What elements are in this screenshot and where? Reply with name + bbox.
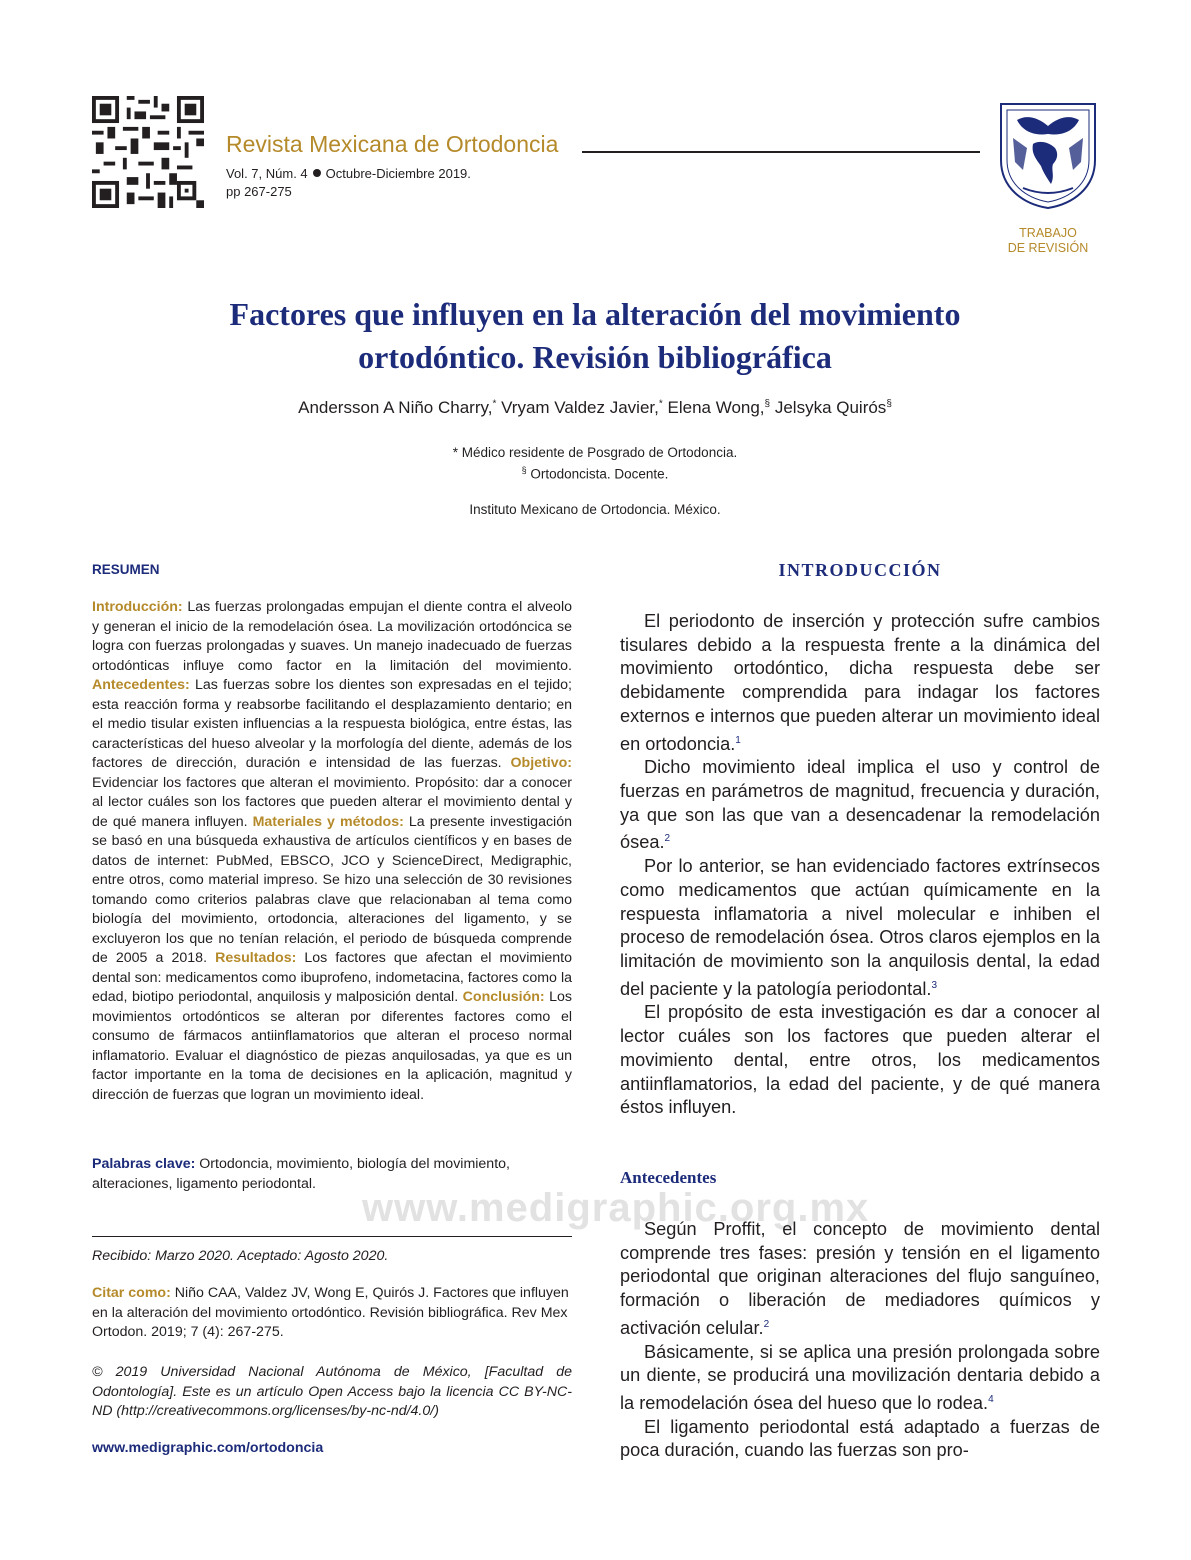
abstract-body — [92, 598, 572, 1105]
bullet-icon — [313, 169, 321, 177]
materiales-label: Materiales y métodos: — [252, 813, 404, 830]
author-2: Vryam Valdez Javier, — [496, 398, 659, 417]
affiliation-2-text: Ortodoncista. Docente. — [526, 466, 669, 482]
resultados-text: Los factores que afectan el movimiento dental son: medicamentos como ibuprofeno, indometacina, factores como la edad, biotipo periodontal, anquilosis y malposición dental. — [92, 950, 572, 1005]
copyright-notice: © 2019 Universidad Nacional Autónoma de México, [Facultad de Odontología]. Este es un artículo Open Access bajo la licencia CC BY-NC-ND (http://creativecommons.org/licenses/by-nc-nd/4.0/) — [92, 1364, 572, 1419]
introduction-heading: INTRODUCCIÓN — [778, 560, 942, 580]
unam-seal-icon — [993, 98, 1103, 210]
keywords-text: Ortodoncia, movimiento, biología del movimiento, alteraciones, ligamento periodontal. — [92, 1156, 510, 1192]
conclusion-label: Conclusión: — [462, 989, 545, 1005]
paragraph — [620, 855, 1100, 1001]
author-2-mark: * — [658, 398, 663, 410]
paragraph — [620, 1416, 1100, 1463]
affiliation-2-mark: § — [521, 465, 527, 475]
reference-link[interactable]: 3 — [931, 979, 937, 991]
objetivo-text: Evidenciar los factores que alteran el movimiento. Propósito: dar a conocer al lector cuáles son los factores que pueden alterar el movimiento dental y de qué manera influyen. — [92, 774, 572, 830]
divider — [92, 1236, 572, 1237]
page-range: pp 267-275 — [226, 184, 292, 199]
cite-text: Niño CAA, Valdez JV, Wong E, Quirós J. Factores que influyen en la alteración del movimiento ortodóntico. Revisión bibliográfica. Rev Mex Ortodon. 2019; 7 (4): 267-275. — [92, 1285, 569, 1340]
author-3-mark: § — [764, 398, 771, 410]
antecedentes-heading: Antecedentes — [620, 1168, 717, 1187]
paragraph — [620, 756, 1100, 855]
author-4: Jelsyka Quirós — [770, 398, 887, 417]
author-list — [100, 398, 1090, 418]
abstract-heading: RESUMEN — [92, 562, 160, 577]
paragraph — [620, 1218, 1100, 1341]
title-line2: ortodóntico. Revisión bibliográfica — [358, 339, 832, 375]
antecedentes-label: Antecedentes: — [92, 677, 190, 693]
affiliation-2 — [100, 465, 1090, 482]
institute: Instituto Mexicano de Ortodoncia. México. — [469, 502, 721, 517]
journal-name: Revista Mexicana de Ortodoncia — [226, 131, 559, 157]
volume-line — [226, 166, 471, 181]
cite-label: Citar como: — [92, 1285, 171, 1301]
reference-link[interactable]: 2 — [763, 1318, 770, 1330]
author-1-mark: * — [492, 398, 497, 410]
article-title — [100, 293, 1090, 379]
intro-label: Introducción: — [92, 599, 183, 615]
reference-link[interactable]: 1 — [735, 734, 741, 746]
article-type — [990, 226, 1106, 256]
volume: Vol. 7, Núm. 4 — [226, 166, 308, 181]
intro-text: Las fuerzas prolongadas empujan el diente contra el alveolo y generan el inicio de la remodelación ósea. La movilización ortodóncica se logra con fuerzas prolongadas y suaves. Un manejo inadecuado de fuerzas ortodónticas influye como factor en la limitación del movimiento. — [92, 599, 572, 674]
author-1: Andersson A Niño Charry, — [298, 398, 493, 417]
paragraph-text: El propósito de esta investigación es dar a conocer al lector cuáles son los factores que pueden alterar el movimiento dental, entre otros, los medicamentos antiinflamatorios, la edad del paciente, y de qué manera éstos influyen. — [620, 1002, 1100, 1118]
antecedentes-text: Las fuerzas sobre los dientes son expresadas en el tejido; esta reacción forma y reabsorbe facilitando el desplazamiento dentario; en el medio tisular existen influencias a la respuesta biológica, entre éstas, las características del hueso alveolar y la morfología del diente, además de los factores de dirección, duración e intensidad de las fuerzas. — [92, 677, 572, 771]
paragraph-text: Por lo anterior, se han evidenciado factores extrínsecos como medicamentos que actúan químicamente en la respuesta inflamatoria a nivel molecular e inhiben el proceso de remodelación ósea. Otros claros ejemplos en la limitación de movimiento son la anquilosis dental, la edad del paciente y la patología periodontal. — [620, 856, 1100, 999]
introduction-body — [620, 610, 1100, 1120]
journal-website-link[interactable]: www.medigraphic.com/ortodoncia — [92, 1440, 324, 1456]
reference-link[interactable]: 2 — [664, 833, 671, 845]
paragraph-text: El periodonto de inserción y protección sufre cambios tisulares debido a la respuesta frente a la dinámica del movimiento ortodóntico, dicha respuesta debe ser debidamente comprendida para indagar los factores externos e internos que pueden alterar un movimiento ideal en ortodoncia. — [620, 611, 1100, 754]
title-line1: Factores que influyen en la alteración del movimiento — [229, 296, 961, 332]
paragraph-text: Según Proffit, el concepto de movimiento dental comprende tres fases: presión y tensión en el ligamento periodontal que originan alteraciones del flujo sanguíneo, formación o liberación de mediadores químicos y activación celular. — [620, 1219, 1100, 1338]
article-type-line1: TRABAJO — [1019, 226, 1077, 240]
reference-link[interactable]: 4 — [988, 1393, 994, 1405]
keywords-label: Palabras clave: — [92, 1156, 196, 1172]
paragraph-text: El ligamento periodontal está adaptado a fuerzas de poca duración, cuando las fuerzas son pro- — [620, 1416, 1100, 1461]
paragraph-text: Dicho movimiento ideal implica el uso y control de fuerzas en parámetros de magnitud, frecuencia y duración, ya que son las que van a desencadenar la remodelación ósea. — [620, 757, 1100, 853]
watermark: www.medigraphic.org.mx — [362, 1186, 870, 1230]
article-type-line2: DE REVISIÓN — [1007, 241, 1089, 255]
materiales-text: La presente investigación se basó en una búsqueda exhaustiva de artículos científicos y en bases de datos de internet: PubMed, EBSCO, JCO y ScienceDirect, Medigraphic, entre otros, como material impreso. Se hizo una selección de 30 revisiones tomando como criterios palabras clave que relacionaban al tema como biología del movimiento, ortodoncia, alteraciones del ligamento, y se excluyeron los que no tenían relación, el periodo de búsqueda comprende de 2005 a 2018. — [92, 813, 572, 966]
paragraph — [620, 1341, 1100, 1416]
resultados-label: Resultados: — [215, 950, 297, 966]
paragraph — [620, 1001, 1100, 1120]
qr-code-icon — [92, 96, 204, 208]
citation — [92, 1284, 572, 1343]
affiliation-1: * Médico residente de Posgrado de Ortodoncia. — [452, 445, 738, 460]
issue-date: Octubre-Diciembre 2019. — [325, 166, 471, 181]
header-rule — [582, 151, 980, 153]
conclusion-text: Los movimientos ortodónticos se alteran por diferentes factores como el consumo de fármacos antiinflamatorios que alteran el proceso normal inflamatorio. Evaluar el diagnóstico de piezas anquilosadas, ya que es un factor importante en la toma de decisiones en la aplicación, magnitud y dirección de fuerzas que logran un movimiento ideal. — [92, 989, 572, 1103]
received-dates: Recibido: Marzo 2020. Aceptado: Agosto 2020. — [92, 1248, 389, 1264]
antecedentes-body — [620, 1218, 1100, 1463]
paragraph-text: Básicamente, si se aplica una presión prolongada sobre un diente, se producirá una movilización dentaria debido a la remodelación ósea del hueso que lo rodea. — [620, 1341, 1100, 1414]
author-3: Elena Wong, — [662, 398, 765, 417]
paragraph — [620, 610, 1100, 756]
author-4-mark: § — [886, 398, 892, 410]
objetivo-label: Objetivo: — [510, 755, 572, 771]
